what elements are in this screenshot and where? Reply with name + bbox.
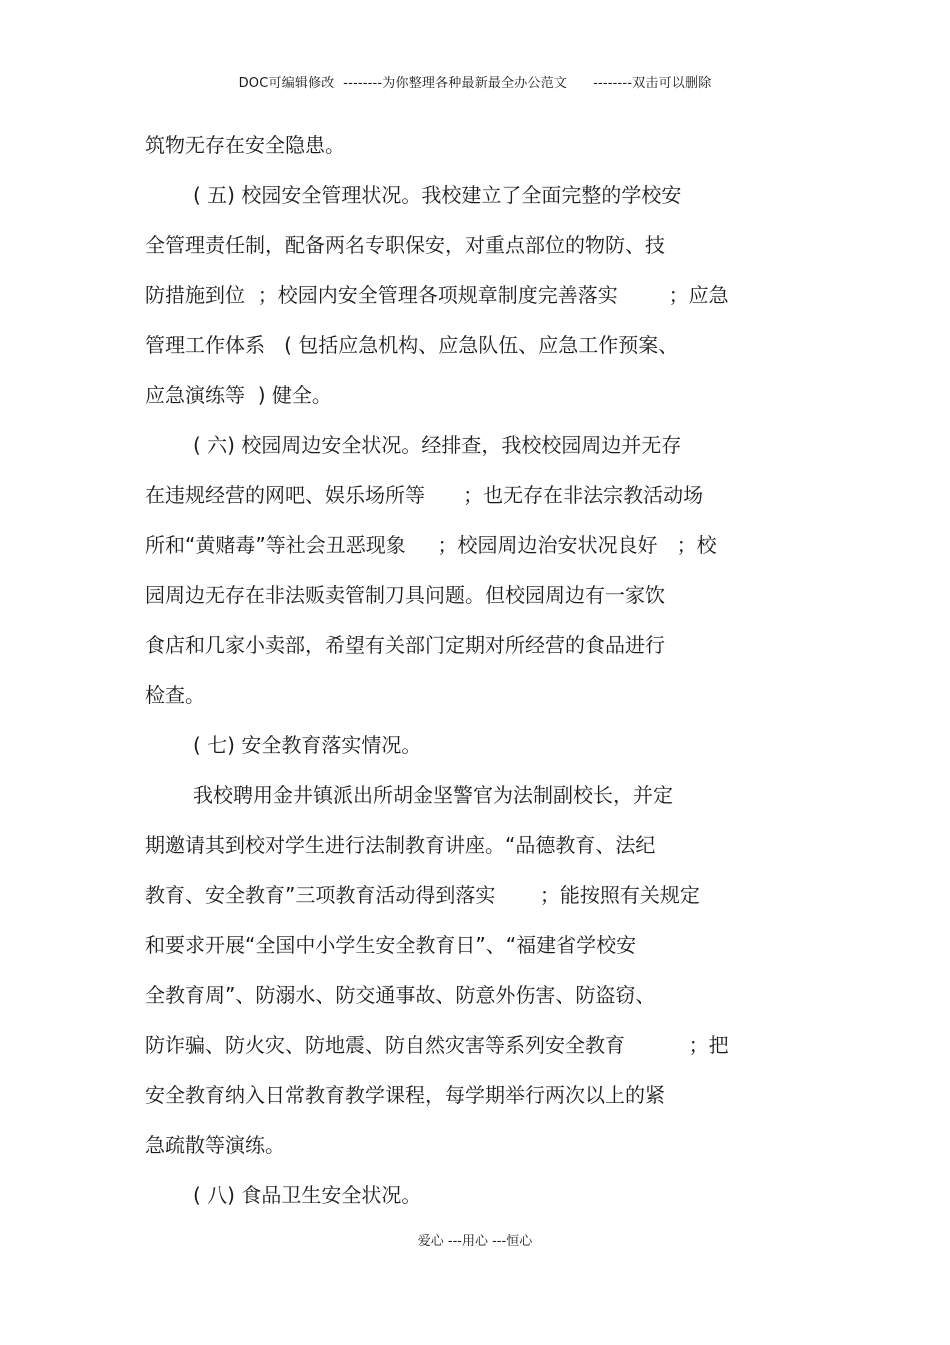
text-line: 检查。 [145, 683, 205, 707]
section-heading-6: ( 六) 校园周边安全状况。经排查，我校校园周边并无存 [193, 433, 682, 457]
text-line: 安全教育纳入日常教育教学课程，每学期举行两次以上的紧 [145, 1083, 665, 1107]
text-line: 全教育周”、防溺水、防交通事故、防意外伤害、防盗窃、 [145, 983, 656, 1007]
text-line: 和要求开展“全国中小学生安全教育日”、“福建省学校安 [145, 933, 637, 957]
section-heading-8: ( 八) 食品卫生安全状况。 [193, 1183, 422, 1207]
text-line: 急疏散等演练。 [145, 1133, 285, 1157]
page-footer: 爱心 ---用心 ---恒心 [417, 1234, 533, 1249]
section-heading-5: ( 五) 校园安全管理状况。我校建立了全面完整的学校安 [193, 183, 682, 207]
page-header: DOC可编辑修改 --------为你整理各种最新最全办公范文 --------双击可以删除 [238, 76, 712, 91]
text-line: 期邀请其到校对学生进行法制教育讲座。“品德教育、法纪 [145, 833, 656, 857]
text-line: 全管理责任制，配备两名专职保安，对重点部位的物防、技 [145, 233, 665, 257]
section-heading-7: ( 七) 安全教育落实情况。 [193, 733, 422, 757]
document-body [145, 120, 825, 1220]
text-line: 防措施到位 ；校园内安全管理各项规章制度完善落实 ；应急 [145, 283, 729, 307]
text-line: 食店和几家小卖部，希望有关部门定期对所经营的食品进行 [145, 633, 665, 657]
text-line: 应急演练等 ) 健全。 [145, 383, 332, 407]
text-line: 所和“黄赌毒”等社会丑恶现象 ；校园周边治安状况良好 ；校 [145, 533, 717, 557]
text-line: 防诈骗、防火灾、防地震、防自然灾害等系列安全教育 ；把 [145, 1033, 729, 1057]
text-line: 教育、安全教育”三项教育活动得到落实 ；能按照有关规定 [145, 883, 700, 907]
paragraph-start: 我校聘用金井镇派出所胡金坚警官为法制副校长，并定 [193, 783, 673, 807]
text-line: 在违规经营的网吧、娱乐场所等 ；也无存在非法宗教活动场 [145, 483, 704, 507]
text-line: 管理工作体系 ( 包括应急机构、应急队伍、应急工作预案、 [145, 333, 679, 357]
text-line: 园周边无存在非法贩卖管制刀具问题。但校园周边有一家饮 [145, 583, 665, 607]
text-line: 筑物无存在安全隐患。 [145, 133, 345, 157]
